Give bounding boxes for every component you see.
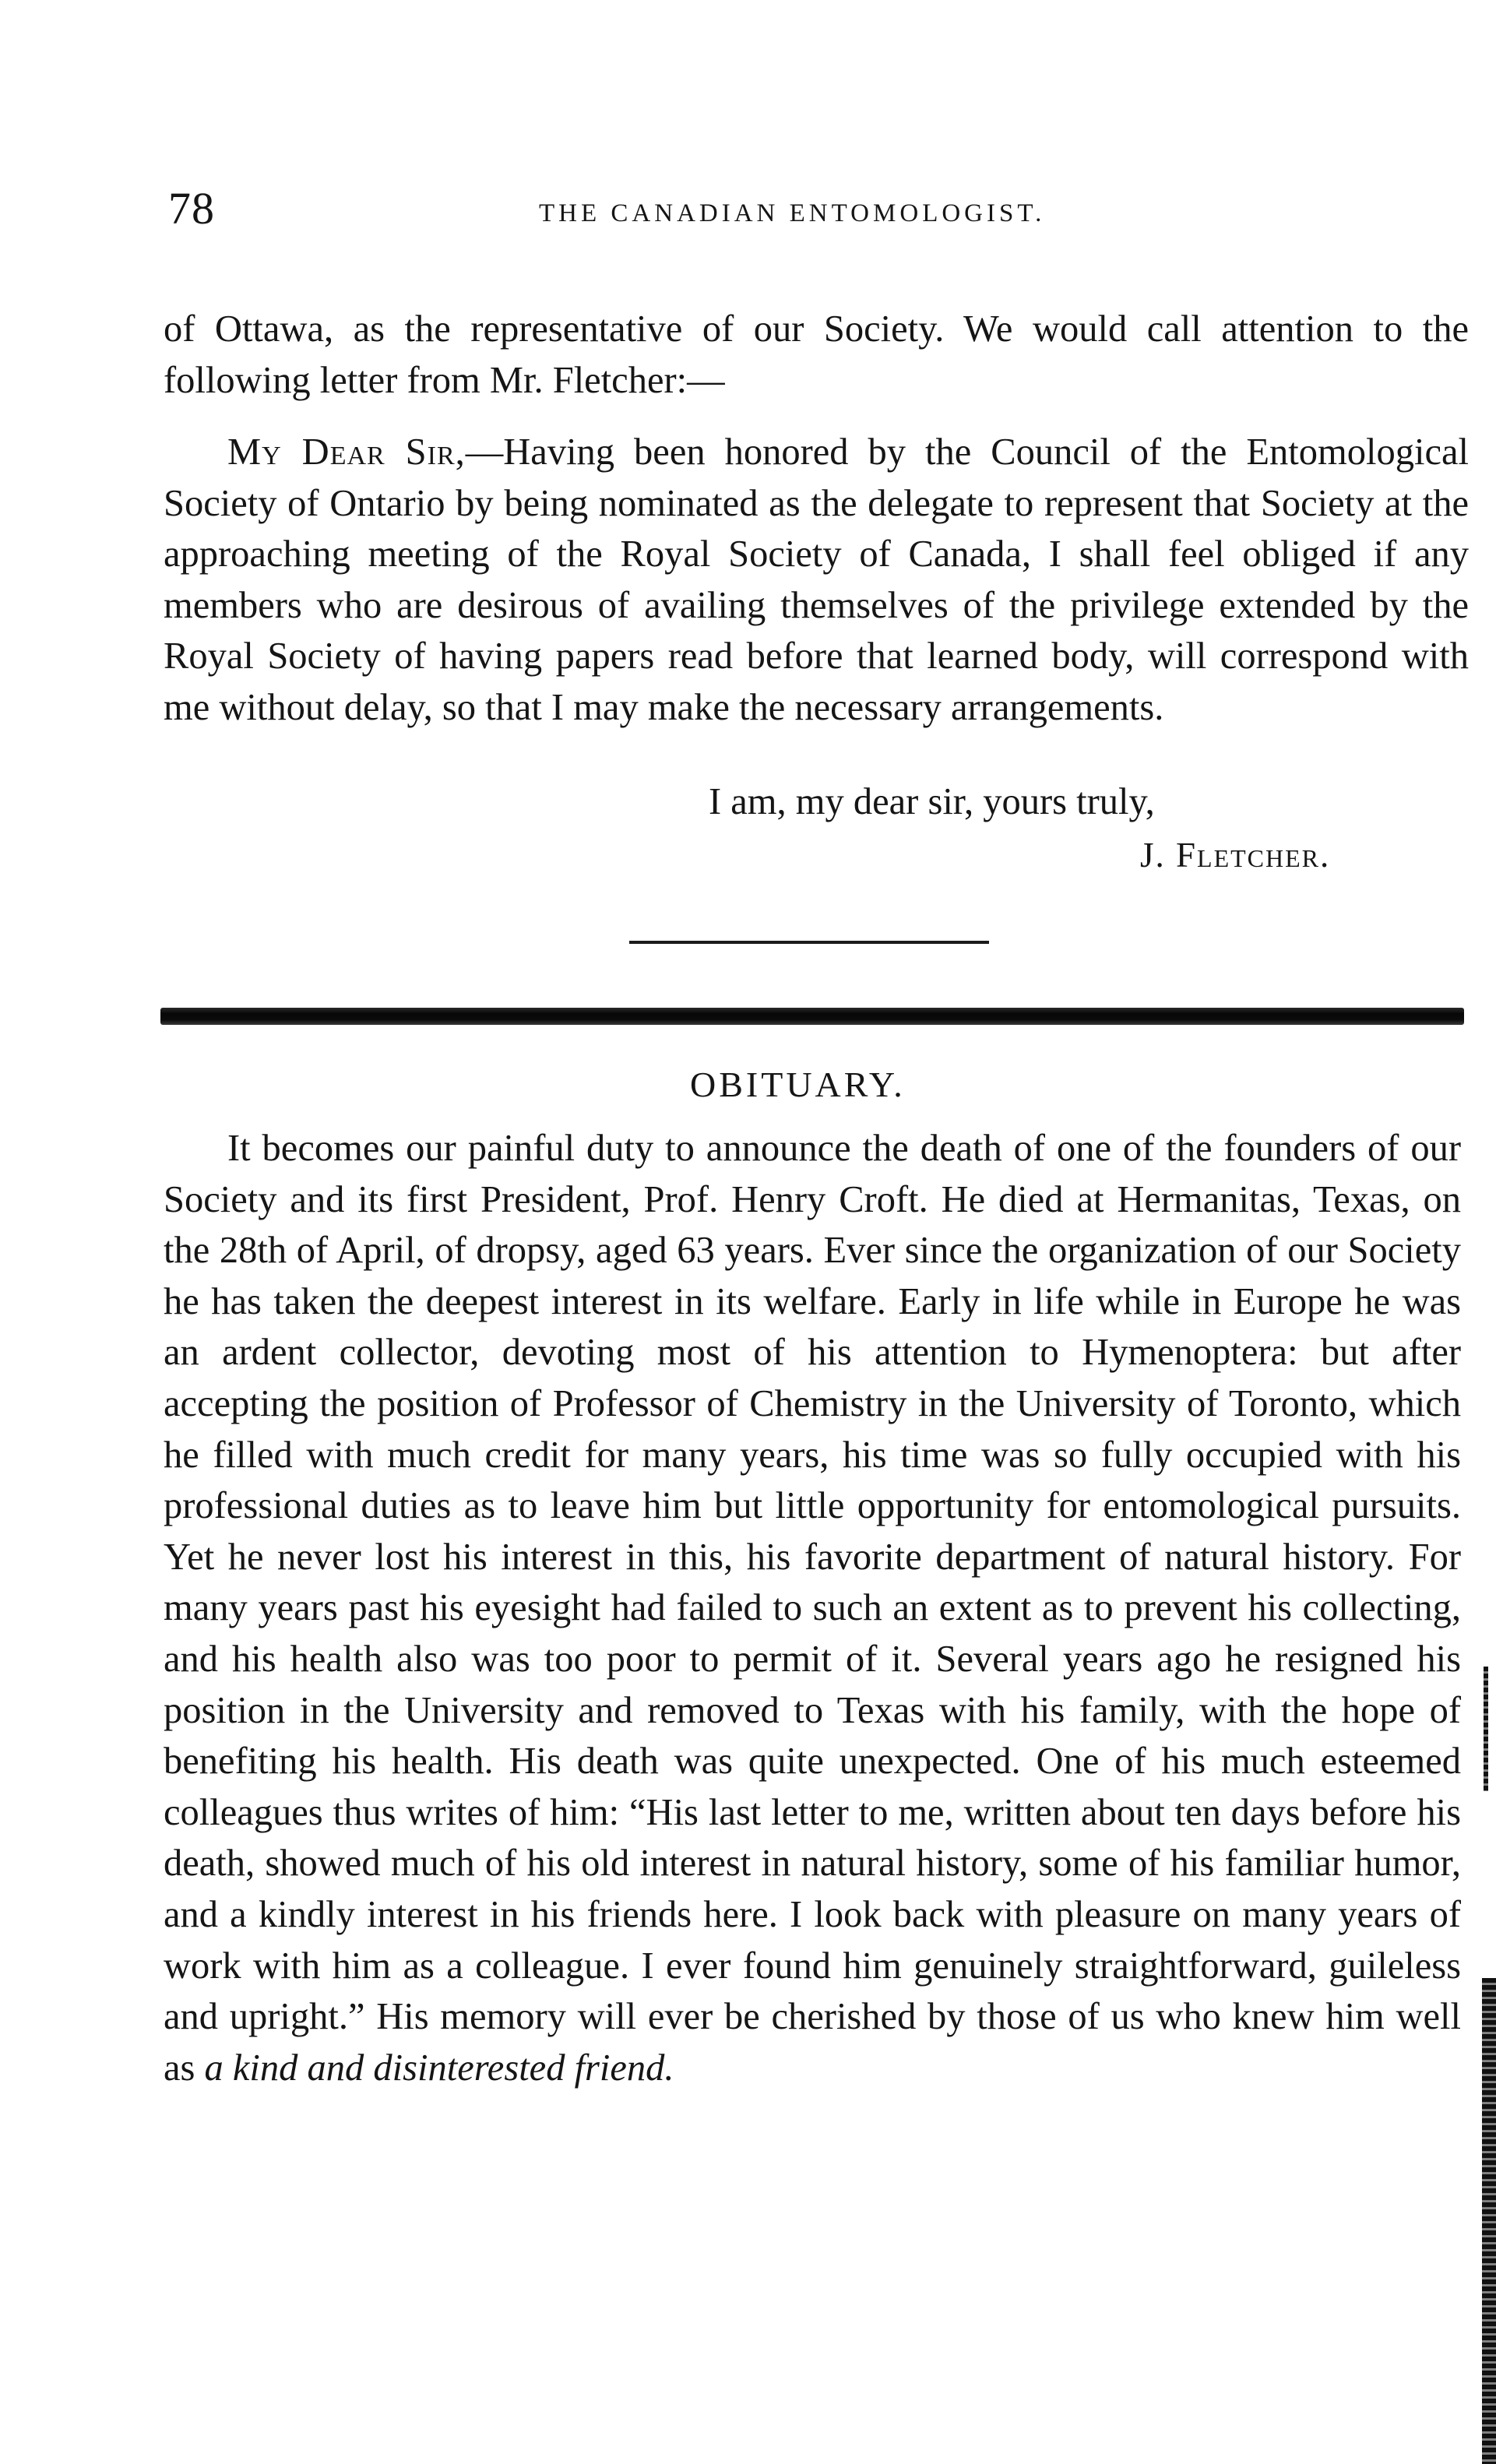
running-head: THE CANADIAN ENTOMOLOGIST. [539,199,1046,227]
letter-closing: I am, my dear sir, yours truly, [709,781,1155,822]
page-number: 78 [168,183,215,234]
section-divider [629,941,989,944]
intro-paragraph: of Ottawa, as the representative of our Society. We would call attention to the following letter from Mr. Fletcher:— [164,308,1469,401]
obituary-closing: a kind and disinterested friend. [204,2047,674,2089]
obituary-body: It becomes our painful duty to announce the death of one of the founders of our Society and its first President, Prof. Henry Croft. He died at Hermanitas, Texas, on the 28th of April, of dropsy, aged 63 years. Ever since the organization of our Society he has taken the deepest interest in its welfare. Early in life while in Europe he was an ardent collector, devoting most of his attention to Hymenoptera: but after accepting the position of Professor of Chemistry in the University of Toronto, which he filled with much credit for many years, his time was so fully occupied with his professional duties as to leave him but little opportunity for entomological pursuits. Yet he never lost his interest in this, his favorite department of natural history. For many years past his eyesight had failed to such an extent as to prevent his collecting, and his health also was too poor to permit of it. Several years ago he resigned his position in the University and removed to Texas with his family, with the hope of benefiting his health. His death was quite unexpected. One of his much esteemed colleagues thus writes of him: “His last letter to me, written about ten days before his death, showed much of his old interest in natural history, some of his familiar humor, and a kindly interest in his friends here. I look back with pleasure on many years of work with him as a colleague. I ever found him genuinely straightforward, guileless and upright.” His memory will ever be cherished by those of us who knew him well as [164,1128,1461,2089]
letter-salutation: My Dear Sir, [227,431,466,473]
heavy-rule [160,1008,1464,1025]
page-header [168,182,1477,245]
letter-paragraph [164,427,1469,734]
scan-edge-artifact [1484,1667,1488,1791]
obituary-paragraph [164,1123,1461,2093]
letter-body: —Having been honored by the Council of the Entomological Society of Ontario by being nominated as the delegate to represent that Society at the approaching meeting of the Royal Society of Canada, I shall feel obliged if any members who are desirous of availing themselves of the privilege extended by the Royal Society of having papers read before that learned body, will correspond with me without delay, so that I may make the necessary arrangements. [164,431,1469,728]
letter-signature: J. Fletcher. [1140,836,1331,875]
obituary-heading: OBITUARY. [690,1065,906,1104]
scan-edge-artifact [1482,1978,1496,2464]
